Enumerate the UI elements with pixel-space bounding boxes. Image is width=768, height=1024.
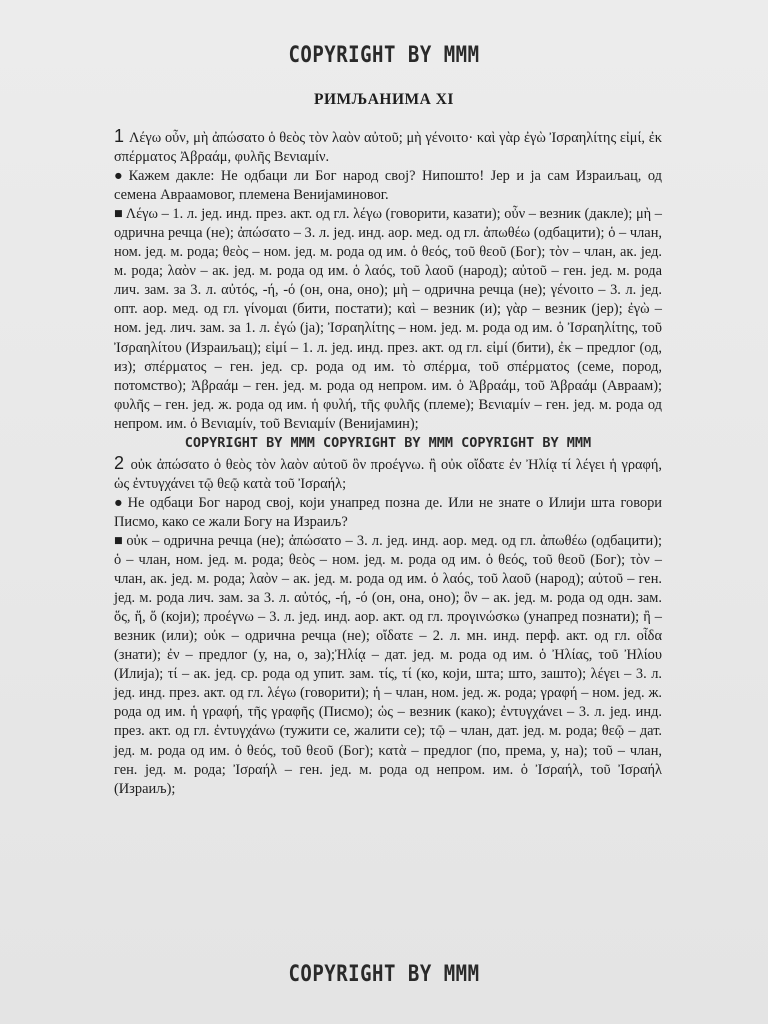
verse-2-gloss-text: οὐκ – одрична речца (не); ἀπώσατο – 3. л. јед. инд. аор. мед. од гл. ἀπωθέω (одбацити); ὁ – члан, ном. јед. м. рода; θεὸς – ном. јед. м. рода од им. ὁ θεός, τοῦ θεοῦ (Бог); τὸν – члан, ак. јед. м. рода; λαὸν – ак. јед. м. рода од им. ὁ λαός, τοῦ λαοῦ (народ); αὐτοῦ – ген. јед. м. рода лич. зам. за 3. л. αὐτός, -ή, -ό (он, она, оно); ὃν – ак. јед. м. рода од одн. зам. ὅς, ἥ, ὅ (који); προέγνω – 3. л. јед. инд. аор. акт. од гл. προγινώσκω (унапред познати); ἢ – везник (или); οὐκ – одрична речца (не); οἴδατε – 2. л. мн. инд. перф. акт. од гл. οἶδα (знати); ἐν – предлог (у, на, о, за);Ἠλίᾳ – дат. јед. м. рода од им. ὁ Ἠλίας, τοῦ Ἠλίου (Илија); τί – ак. јед. ср. рода од упит. зам. τίς, τί (ко, који, шта; што, зашто); λέγει – 3. л. јед. инд. през. акт. од гл. λέγω (говорити); ἡ – члан, ном. јед. ж. рода; γραφή – ном. јед. ж. рода од им. ἡ γραφή, τῆς γραφῆς (Писмо); ὡς – везник (како); ἐντυγχάνει – 3. л. јед. инд. през. акт. од гл. ἐντυγχάνω (тужити се, жалити се); τῷ – члан, дат. јед. м. рода; θεῷ – дат. јед. м. рода од им. ὁ θεός, τοῦ θεοῦ (Бог); κατὰ – предлог (по, према, у, на); τοῦ – члан, ген. јед. м. рода; Ἰσραήλ – ген. јед. м. рода од непром. им. ὁ Ἰσραήλ, τοῦ Ἰσραήλ (Израиљ); <box>114 532 662 797</box>
chapter-title: РИМЉАНИМА XI <box>314 91 454 108</box>
verse-1-greek-text: Λέγω οὖν, μὴ ἀπώσατο ὁ θεὸς τὸν λαὸν αὐτοῦ; μὴ γένοιτο· καὶ γὰρ ἐγὼ Ἰσραηλίτης εἰμί, ἐκ σπέρματος Ἀβραάμ, φυλῆς Βενιαμίν. <box>114 130 662 166</box>
verse-1-greek <box>114 127 662 167</box>
copyright-stamp-top: COPYRIGHT BY MMM <box>288 42 480 68</box>
verse-2-translation-text: Не одбаци Бог народ свој, који унапред позна де. Или не знате о Илији шта говори Писмо, како се жали Богу на Израиљ? <box>114 494 662 530</box>
bullet-icon: ● <box>114 494 125 511</box>
verse-1-gloss-text: Λέγω – 1. л. јед. инд. през. акт. од гл. λέγω (говорити, казати); οὖν – везник (дакле); μὴ – одрична речца (не); ἀπώσατο – 3. л. јед. инд. аор. мед. од гл. ἀπωθέω (одбацити); ὁ – члан, ном. јед. м. рода; θεὸς – ном. јед. м. рода од им. ὁ θεός, τοῦ θεοῦ (Бог); τὸν – члан, ак. јед. м. рода; λαὸν – ак. јед. м. рода од им. ὁ λαός, τοῦ λαοῦ (народ); αὐτοῦ – ген. јед. м. рода лич. зам. за 3. л. αὐτός, -ή, -ό (он, она, оно); μὴ – одрична речца (не); γένοιτο – 3. л. јед. опт. аор. мед. од гл. γίνομαι (бити, постати); καὶ – везник (и); γὰρ – везник (јер); ἐγὼ – ном. јед. лич. зам. за 1. л. ἐγώ (ја); Ἰσραηλίτης – ном. јед. м. рода од им. ὁ Ἰσραηλίτης, τοῦ Ἰσραηλίτου (Израиљац); εἰμί – 1. л. јед. инд. през. акт. од гл. εἰμί (бити), ἐκ – предлог (од, из); σπέρματος – ген. јед. ср. рода од им. τὸ σπέρμα, τοῦ σπέρματος (семе, пород, потомство); Ἀβραάμ – ген. јед. м. рода од непром. им. ὁ Ἀβραάμ, τοῦ Ἀβραάμ (Авраам); φυλῆς – ген. јед. ж. рода од им. ἡ φυλή, τῆς φυλῆς (племе); Βενιαμίν – ген. јед. м. рода од непром. им. ὁ Βενιαμίν, τοῦ Βενιαμίν (Венијамин); <box>114 206 662 432</box>
bullet-icon: ● <box>114 168 126 185</box>
verse-1-translation <box>114 167 662 205</box>
verse-2-greek <box>114 454 662 494</box>
copyright-stamp-bottom: COPYRIGHT BY MMM <box>288 961 480 987</box>
verse-2-translation <box>114 494 662 532</box>
verse-2-gloss <box>114 532 662 799</box>
square-marker-icon: ■ <box>114 532 124 549</box>
verse-1-gloss <box>114 205 662 434</box>
verse-2-greek-text: οὐκ ἀπώσατο ὁ θεὸς τὸν λαὸν αὐτοῦ ὃν προέγνω. ἢ οὐκ οἴδατε ἐν Ἠλίᾳ τί λέγει ἡ γραφή, ὡς ἐντυγχάνει τῷ θεῷ κατὰ τοῦ Ἰσραήλ; <box>114 456 662 492</box>
square-marker-icon: ■ <box>114 206 123 223</box>
commentary-text <box>114 127 662 799</box>
copyright-stamp-middle: COPYRIGHT BY MMM COPYRIGHT BY MMM COPYRIGHT BY MMM <box>184 434 592 451</box>
verse-1-translation-text: Кажем дакле: Не одбаци ли Бог народ свој? Нипошто! Јер и ја сам Израиљац, од семена Авраамовог, племена Венијаминовог. <box>114 168 662 204</box>
verse-2-number: 2 <box>114 452 125 473</box>
verse-1-number: 1 <box>114 126 125 146</box>
